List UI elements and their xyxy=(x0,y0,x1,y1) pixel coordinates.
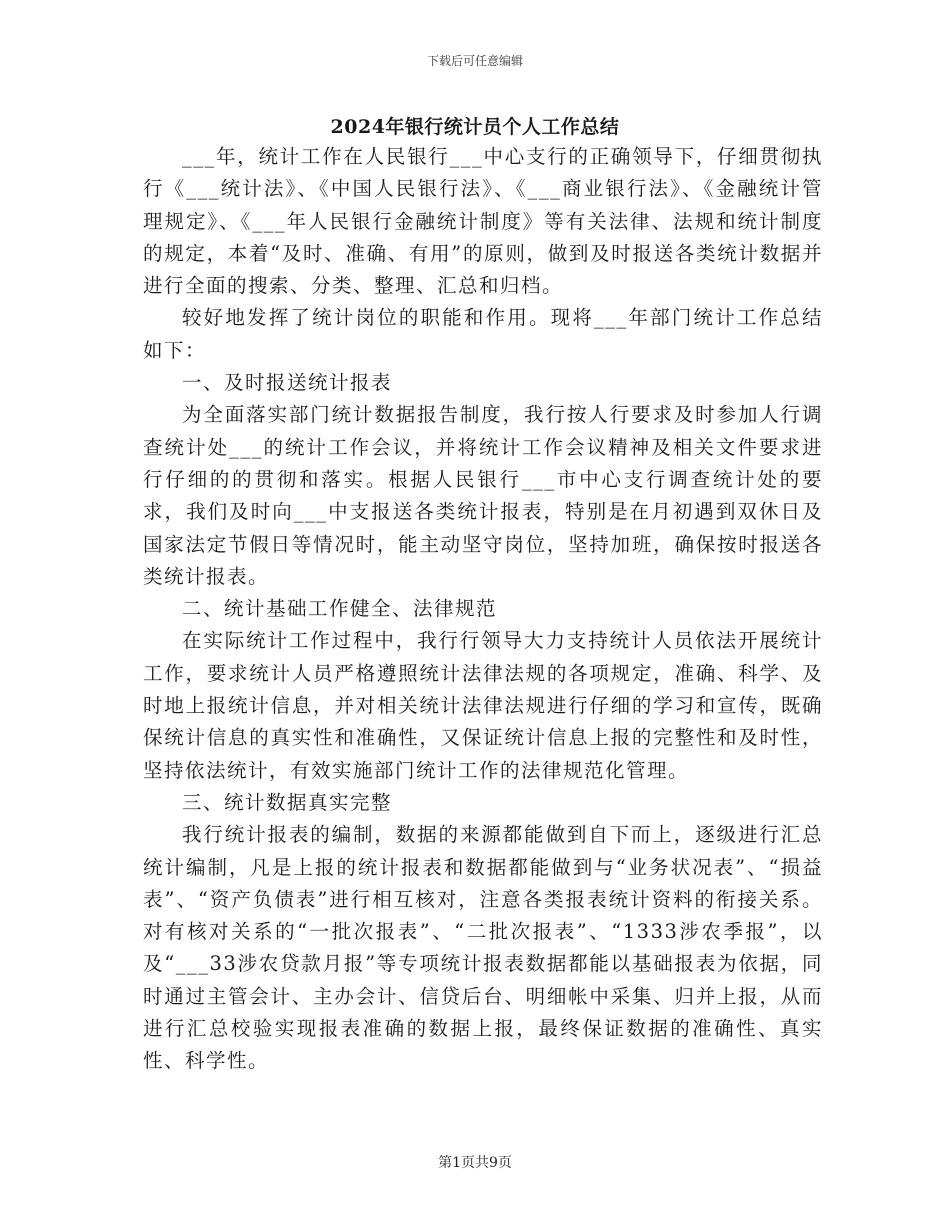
paragraph: 我行统计报表的编制，数据的来源都能做到自下而上，逐级进行汇总统计编制，凡是上报的统计报表和数据都能做到与“业务状况表”、“损益表”、“资产负债表”进行相互核对，注意各类报表统计资料的衔接关系。对有核对关系的“一批次报表”、“二批次报表”、“1333涉农季报”，以及“___33涉农贷款月报”等专项统计报表数据都能以基础报表为依据，同时通过主管会计、主办会计、信贷后台、明细帐中采集、归并上报，从而进行汇总校验实现报表准确的数据上报，最终保证数据的准确性、真实性、科学性。 xyxy=(143,823,823,1073)
section-heading: 三、统计数据真实完整 xyxy=(182,790,393,814)
paragraph: ___年，统计工作在人民银行___中心支行的正确领导下，仔细贯彻执行《___统计法》、《中国人民银行法》、《___商业银行法》、《金融统计管理规定》、《___年人民银行金融统计制度》等有关法律、法规和统计制度的规定，本着“及时、准确、有用”的原则，做到及时报送各类统计数据并进行全面的搜索、分类、整理、汇总和归档。 xyxy=(143,145,823,298)
page-header-note: 下载后可任意编辑 xyxy=(426,54,523,68)
section-heading: 一、及时报送统计报表 xyxy=(182,371,393,395)
paragraph: 为全面落实部门统计数据报告制度，我行按人行要求及时参加人行调查统计处___的统计工作会议，并将统计工作会议精神及相关文件要求进行仔细的的贯彻和落实。根据人民银行___市中心支行调查统计处的要求，我们及时向___中支报送各类统计报表，特别是在月初遇到双休日及国家法定节假日等情况时，能主动坚守岗位，坚持加班，确保按时报送各类统计报表。 xyxy=(143,403,823,588)
document-body xyxy=(143,141,823,1078)
paragraph: 较好地发挥了统计岗位的职能和作用。现将___年部门统计工作总结如下： xyxy=(143,306,823,362)
paragraph: 在实际统计工作过程中，我行行领导大力支持统计人员依法开展统计工作，要求统计人员严格遵照统计法律法规的各项规定，准确、科学、及时地上报统计信息，并对相关统计法律法规进行仔细的学习和宣传，既确保统计信息的真实性和准确性，又保证统计信息上报的完整性和及时性，坚持依法统计，有效实施部门统计工作的法律规范化管理。 xyxy=(143,629,823,782)
document-title: 2024年银行统计员个人工作总结 xyxy=(330,116,620,138)
section-heading: 二、统计基础工作健全、法律规范 xyxy=(182,597,498,621)
page-number-footer: 第1页共9页 xyxy=(438,1155,512,1171)
